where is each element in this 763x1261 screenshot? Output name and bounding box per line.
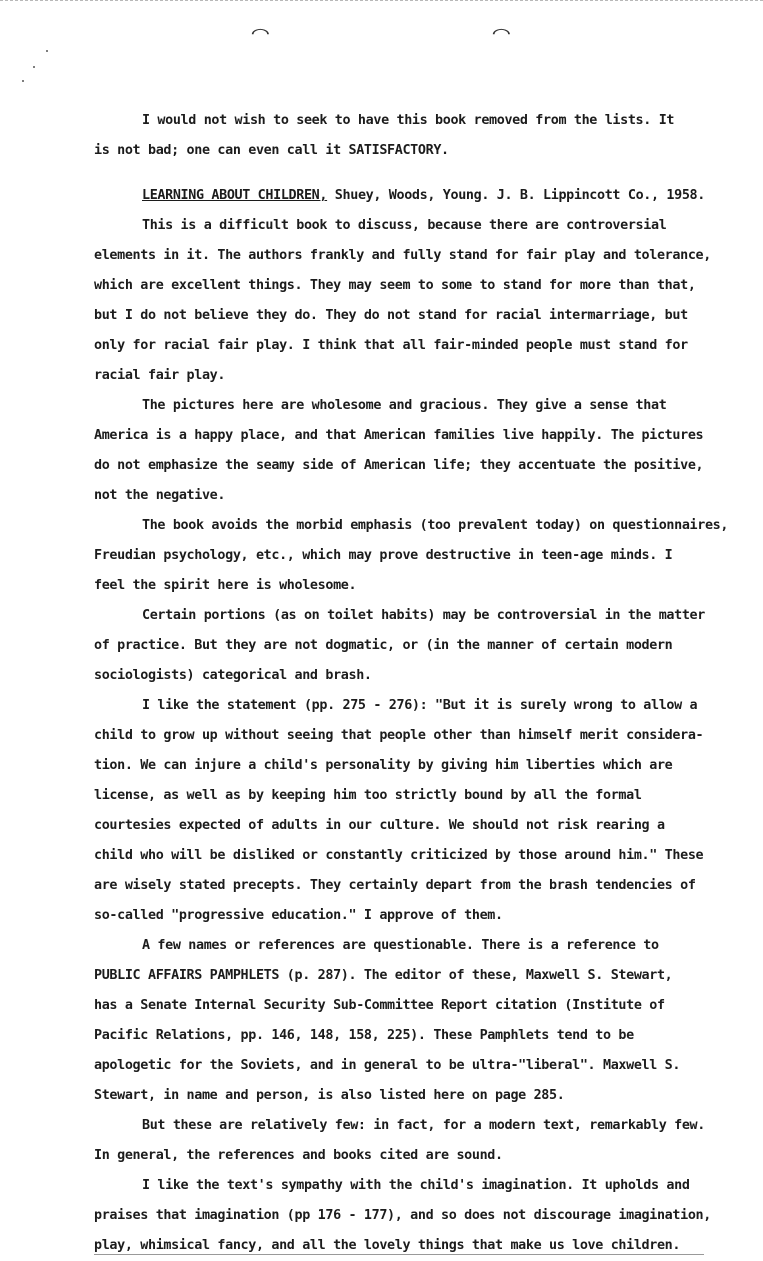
line-text: play, whimsical fancy, and all the lovely things that make us love children. — [94, 1238, 681, 1253]
text-line — [94, 391, 714, 421]
line-text: child who will be disliked or constantly criticized by those around him." These — [94, 848, 704, 863]
text-line — [94, 421, 714, 451]
text-line — [94, 481, 714, 511]
text-line — [94, 871, 714, 901]
text-line — [94, 691, 714, 721]
text-line — [94, 991, 714, 1021]
line-text: child to grow up without seeing that people other than himself merit considera- — [94, 728, 704, 743]
text-line — [94, 661, 714, 691]
line-text: A few names or references are questionable. There is a reference to — [142, 938, 659, 953]
line-text: The pictures here are wholesome and gracious. They give a sense that — [142, 398, 667, 413]
line-text: not the negative. — [94, 488, 226, 503]
line-text: Certain portions (as on toilet habits) may be controversial in the matter — [142, 608, 705, 623]
text-line — [94, 361, 714, 391]
text-line — [94, 571, 714, 601]
line-text: license, as well as by keeping him too strictly bound by all the formal — [94, 788, 642, 803]
speck — [33, 66, 35, 68]
line-text: I like the text's sympathy with the child's imagination. It upholds and — [142, 1178, 690, 1193]
text-line — [94, 541, 714, 571]
line-text: apologetic for the Soviets, and in general to be ultra-"liberal". Maxwell S. — [94, 1058, 681, 1073]
line-text: This is a difficult book to discuss, because there are controversial — [142, 218, 667, 233]
line-text: courtesies expected of adults in our culture. We should not risk rearing a — [94, 818, 665, 833]
text-line — [94, 901, 714, 931]
bottom-edge — [94, 1254, 704, 1255]
line-text: But these are relatively few: in fact, for a modern text, remarkably few. — [142, 1118, 705, 1133]
text-line — [94, 331, 714, 361]
text-line — [94, 931, 714, 961]
top-mark-right: ⌒ — [492, 22, 511, 43]
line-text: do not emphasize the seamy side of American life; they accentuate the positive, — [94, 458, 704, 473]
line-text: which are excellent things. They may seem to some to stand for more than that, — [94, 278, 696, 293]
line-text: so-called "progressive education." I approve of them. — [94, 908, 503, 923]
text-line — [94, 841, 714, 871]
document-body — [94, 106, 729, 1261]
line-text: has a Senate Internal Security Sub-Committee Report citation (Institute of — [94, 998, 665, 1013]
text-line — [94, 811, 714, 841]
line-text: I like the statement (pp. 275 - 276): "But it is surely wrong to allow a — [142, 698, 698, 713]
speck — [22, 80, 24, 82]
line-text: tion. We can injure a child's personality by giving him liberties which are — [94, 758, 673, 773]
book-title: LEARNING ABOUT CHILDREN, — [142, 188, 328, 203]
line-text: America is a happy place, and that American families live happily. The pictures — [94, 428, 704, 443]
text-line — [94, 1021, 714, 1051]
text-line — [94, 961, 714, 991]
text-line — [94, 601, 714, 631]
text-line — [94, 1081, 714, 1111]
top-mark-left: ⌒ — [251, 22, 270, 43]
line-text: In general, the references and books cited are sound. — [94, 1148, 503, 1163]
line-text: only for racial fair play. I think that all fair-minded people must stand for — [94, 338, 688, 353]
line-text: Freudian psychology, etc., which may prove destructive in teen-age minds. I — [94, 548, 673, 563]
line-text: are wisely stated precepts. They certainly depart from the brash tendencies of — [94, 878, 696, 893]
line-text: sociologists) categorical and brash. — [94, 668, 372, 683]
text-line — [94, 136, 714, 166]
line-text: elements in it. The authors frankly and fully stand for fair play and tolerance, — [94, 248, 711, 263]
line-text: racial fair play. — [94, 368, 226, 383]
speck — [46, 50, 48, 52]
text-line — [94, 301, 714, 331]
line-text: The book avoids the morbid emphasis (too prevalent today) on questionnaires, — [142, 518, 729, 533]
line-text: is not bad; one can even call it SATISFACTORY. — [94, 143, 449, 158]
text-line — [94, 106, 714, 136]
text-line — [94, 211, 714, 241]
text-line — [94, 1231, 714, 1261]
page-top-edge — [0, 0, 763, 5]
paragraph-gap — [94, 166, 714, 181]
text-line — [94, 751, 714, 781]
text-line — [94, 181, 714, 211]
text-line — [94, 511, 729, 541]
text-line — [94, 1201, 714, 1231]
line-text: I would not wish to seek to have this book removed from the lists. It — [142, 113, 675, 128]
text-line — [94, 241, 714, 271]
line-text: of practice. But they are not dogmatic, or (in the manner of certain modern — [94, 638, 673, 653]
text-line — [94, 781, 714, 811]
line-text: feel the spirit here is wholesome. — [94, 578, 357, 593]
text-line — [94, 451, 714, 481]
text-line — [94, 1051, 714, 1081]
text-line — [94, 1111, 714, 1141]
line-text: but I do not believe they do. They do not stand for racial intermarriage, but — [94, 308, 688, 323]
text-line — [94, 1141, 714, 1171]
text-line — [94, 271, 714, 301]
text-line — [94, 1171, 714, 1201]
line-text: Pacific Relations, pp. 146, 148, 158, 225). These Pamphlets tend to be — [94, 1028, 634, 1043]
line-text: praises that imagination (pp 176 - 177), and so does not discourage imagination, — [94, 1208, 711, 1223]
text-line — [94, 631, 714, 661]
line-text: Stewart, in name and person, is also listed here on page 285. — [94, 1088, 565, 1103]
line-text: Shuey, Woods, Young. J. B. Lippincott Co., 1958. — [327, 188, 705, 203]
line-text: PUBLIC AFFAIRS PAMPHLETS (p. 287). The editor of these, Maxwell S. Stewart, — [94, 968, 673, 983]
text-line — [94, 721, 714, 751]
